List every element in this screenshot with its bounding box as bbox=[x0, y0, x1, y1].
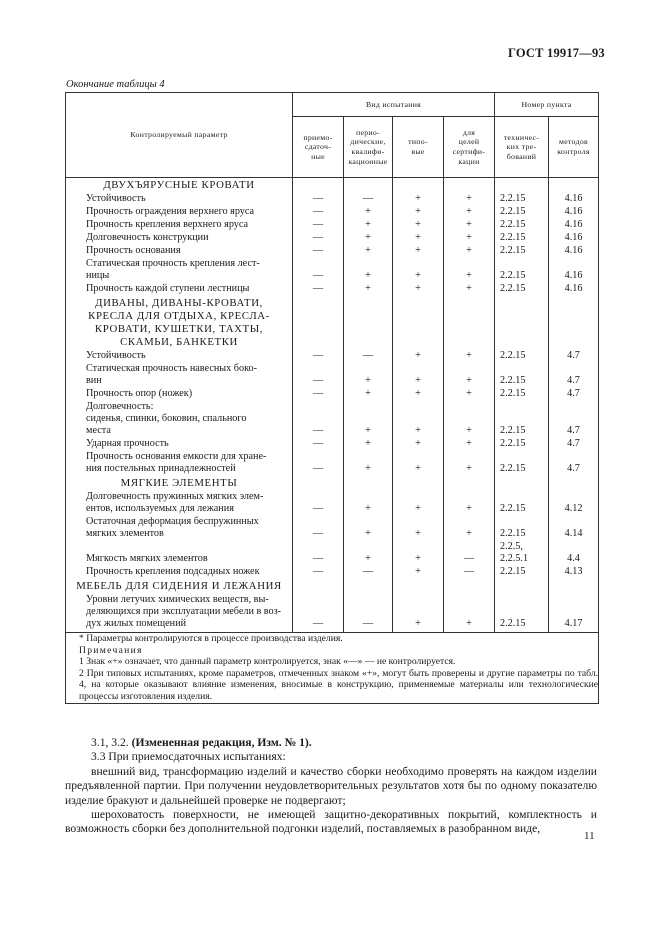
table-body bbox=[66, 178, 599, 633]
type-test-cell: + bbox=[393, 363, 444, 388]
tech-req-cell: 2.2.15 bbox=[495, 206, 549, 219]
empty-cell bbox=[293, 579, 344, 594]
empty-cell bbox=[495, 178, 549, 194]
empty-cell bbox=[444, 579, 495, 594]
acceptance-header: приемо- сдаточ- ные bbox=[293, 117, 344, 178]
empty-cell bbox=[495, 296, 549, 350]
certification-cell: + bbox=[444, 206, 495, 219]
certification-cell: + bbox=[444, 401, 495, 438]
acceptance-cell: — bbox=[293, 232, 344, 245]
certification-cell: + bbox=[444, 232, 495, 245]
table-row bbox=[66, 438, 599, 451]
tech-req-cell: 2.2.15 bbox=[495, 594, 549, 633]
empty-cell bbox=[293, 178, 344, 194]
acceptance-cell: — bbox=[293, 594, 344, 633]
param-cell: Устойчивость bbox=[66, 193, 293, 206]
method-cell: 4.16 bbox=[549, 219, 599, 232]
type-test-cell: + bbox=[393, 219, 444, 232]
method-cell: 4.4 bbox=[549, 541, 599, 566]
acceptance-cell: — bbox=[293, 350, 344, 363]
section-row bbox=[66, 178, 599, 194]
clause-number: 3.1, 3.2. bbox=[91, 736, 129, 749]
table-row bbox=[66, 245, 599, 258]
param-cell: Мягкость мягких элементов bbox=[66, 541, 293, 566]
method-cell: 4.12 bbox=[549, 491, 599, 516]
empty-cell bbox=[344, 296, 393, 350]
table-row bbox=[66, 193, 599, 206]
tech-req-header: техничес- ких тре- бований bbox=[495, 117, 549, 178]
tech-req-cell: 2.2.15 bbox=[495, 566, 549, 579]
point-number-header: Номер пункта bbox=[495, 93, 599, 117]
certification-cell: — bbox=[444, 541, 495, 566]
tech-req-cell: 2.2.15 bbox=[495, 232, 549, 245]
tech-req-cell: 2.2.15 bbox=[495, 193, 549, 206]
type-test-cell: + bbox=[393, 232, 444, 245]
certification-cell: + bbox=[444, 594, 495, 633]
method-cell: 4.7 bbox=[549, 350, 599, 363]
table-row bbox=[66, 350, 599, 363]
empty-cell bbox=[444, 296, 495, 350]
periodic-cell: + bbox=[344, 401, 393, 438]
tech-req-cell: 2.2.15 bbox=[495, 438, 549, 451]
acceptance-cell: — bbox=[293, 541, 344, 566]
type-test-cell: + bbox=[393, 388, 444, 401]
table-row bbox=[66, 206, 599, 219]
tech-req-cell: 2.2.15 bbox=[495, 283, 549, 296]
param-cell: Долговечность: сиденья, спинки, боковин, спального места bbox=[66, 401, 293, 438]
type-test-cell: + bbox=[393, 541, 444, 566]
acceptance-cell: — bbox=[293, 363, 344, 388]
table-row bbox=[66, 566, 599, 579]
section-title: ДВУХЪЯРУСНЫЕ КРОВАТИ bbox=[66, 178, 293, 194]
type-test-cell: + bbox=[393, 491, 444, 516]
param-cell: Прочность основания bbox=[66, 245, 293, 258]
param-cell: Прочность основания емкости для хране- ния постельных принадлежностей bbox=[66, 451, 293, 476]
param-cell: Устойчивость bbox=[66, 350, 293, 363]
amendment-note: (Измененная редакция, Изм. № 1). bbox=[131, 736, 312, 749]
empty-cell bbox=[444, 178, 495, 194]
paragraph-3-3: 3.3 При приемосдаточных испытаниях: bbox=[91, 750, 286, 764]
tech-req-cell: 2.2.15 bbox=[495, 451, 549, 476]
periodic-cell: + bbox=[344, 491, 393, 516]
method-cell: 4.16 bbox=[549, 193, 599, 206]
param-cell: Долговечность пружинных мягких элем- ентов, используемых для лежания bbox=[66, 491, 293, 516]
periodic-cell: + bbox=[344, 363, 393, 388]
param-cell: Статическая прочность навесных боко- вин bbox=[66, 363, 293, 388]
acceptance-cell: — bbox=[293, 491, 344, 516]
certification-cell: + bbox=[444, 388, 495, 401]
param-cell: Прочность крепления подсадных ножек bbox=[66, 566, 293, 579]
table-row bbox=[66, 401, 599, 438]
method-cell: 4.7 bbox=[549, 438, 599, 451]
type-test-cell: + bbox=[393, 350, 444, 363]
method-cell: 4.7 bbox=[549, 451, 599, 476]
periodic-cell: — bbox=[344, 566, 393, 579]
param-cell: Уровни летучих химических веществ, вы- деляющихся при эксплуатации мебели в воз- дух жилых помещений bbox=[66, 594, 293, 633]
param-cell: Ударная прочность bbox=[66, 438, 293, 451]
tech-req-cell: 2.2.15 bbox=[495, 401, 549, 438]
certification-cell: + bbox=[444, 245, 495, 258]
section-title: МЯГКИЕ ЭЛЕМЕНТЫ bbox=[66, 476, 293, 491]
periodic-cell: + bbox=[344, 541, 393, 566]
periodic-cell: + bbox=[344, 206, 393, 219]
acceptance-cell: — bbox=[293, 206, 344, 219]
empty-cell bbox=[549, 579, 599, 594]
paragraph-visual: внешний вид, трансформацию изделий и качество сборки необходимо проверять на каждом изделии предъявленной партии. При получении неудовлетворительных результатов хотя бы по одному показателю изделие бракуют и дальнейшей проверке не подвергают; bbox=[65, 764, 597, 807]
type-test-cell: + bbox=[393, 438, 444, 451]
param-cell: Прочность каждой ступени лестницы bbox=[66, 283, 293, 296]
table-row bbox=[66, 388, 599, 401]
periodic-cell: + bbox=[344, 451, 393, 476]
empty-cell bbox=[549, 296, 599, 350]
certification-cell: — bbox=[444, 566, 495, 579]
periodic-cell: + bbox=[344, 438, 393, 451]
periodic-cell: + bbox=[344, 219, 393, 232]
param-cell: Прочность крепления верхнего яруса bbox=[66, 219, 293, 232]
type-test-cell: + bbox=[393, 193, 444, 206]
empty-cell bbox=[393, 476, 444, 491]
method-cell: 4.16 bbox=[549, 206, 599, 219]
certification-cell: + bbox=[444, 451, 495, 476]
param-cell: Остаточная деформация беспружинных мягких элементов bbox=[66, 516, 293, 541]
method-cell: 4.13 bbox=[549, 566, 599, 579]
table-row bbox=[66, 219, 599, 232]
periodic-cell: + bbox=[344, 258, 393, 283]
empty-cell bbox=[293, 476, 344, 491]
certification-cell: + bbox=[444, 363, 495, 388]
certification-cell: + bbox=[444, 438, 495, 451]
asterisk-note: * Параметры контролируются в процессе производства изделия. bbox=[79, 633, 343, 644]
certification-cell: + bbox=[444, 193, 495, 206]
certification-cell: + bbox=[444, 516, 495, 541]
table-notes bbox=[66, 633, 599, 704]
periodic-cell: + bbox=[344, 232, 393, 245]
table-row bbox=[66, 594, 599, 633]
tech-req-cell: 2.2.15 bbox=[495, 350, 549, 363]
paragraph-roughness: шероховатость поверхности, не имеющей защитно-декоративных покрытий, комплектность и возможность сборки без дополнительной подгонки изделий, поставляемых в разобранном виде, bbox=[65, 808, 597, 836]
notes-heading: Примечания bbox=[79, 644, 143, 656]
tech-req-cell: 2.2.15 bbox=[495, 363, 549, 388]
method-cell: 4.14 bbox=[549, 516, 599, 541]
method-cell: 4.16 bbox=[549, 245, 599, 258]
acceptance-cell: — bbox=[293, 451, 344, 476]
section-title: МЕБЕЛЬ ДЛЯ СИДЕНИЯ И ЛЕЖАНИЯ bbox=[66, 579, 293, 594]
acceptance-cell: — bbox=[293, 219, 344, 232]
acceptance-cell: — bbox=[293, 283, 344, 296]
section-row bbox=[66, 579, 599, 594]
empty-cell bbox=[495, 476, 549, 491]
table-row bbox=[66, 451, 599, 476]
empty-cell bbox=[444, 476, 495, 491]
test-type-header: Вид испытания bbox=[293, 93, 495, 117]
empty-cell bbox=[549, 178, 599, 194]
periodic-cell: + bbox=[344, 388, 393, 401]
method-cell: 4.7 bbox=[549, 401, 599, 438]
tech-req-cell: 2.2.15 bbox=[495, 258, 549, 283]
table-row bbox=[66, 491, 599, 516]
type-test-cell: + bbox=[393, 401, 444, 438]
note-1: 1 Знак «+» означает, что данный параметр контролируется, знак «—» — не контролируется. bbox=[79, 656, 456, 668]
certification-header: для целей сертифи- кации bbox=[444, 117, 495, 178]
acceptance-cell: — bbox=[293, 438, 344, 451]
empty-cell bbox=[293, 296, 344, 350]
periodic-cell: — bbox=[344, 350, 393, 363]
type-test-cell: + bbox=[393, 206, 444, 219]
empty-cell bbox=[344, 476, 393, 491]
tech-req-cell: 2.2.15 bbox=[495, 245, 549, 258]
acceptance-cell: — bbox=[293, 388, 344, 401]
type-test-header: типо- вые bbox=[393, 117, 444, 178]
methods-header: методов контроля bbox=[549, 117, 599, 178]
empty-cell bbox=[393, 579, 444, 594]
param-cell: Долговечность конструкции bbox=[66, 232, 293, 245]
acceptance-cell: — bbox=[293, 401, 344, 438]
section-row bbox=[66, 296, 599, 350]
empty-cell bbox=[495, 579, 549, 594]
method-cell: 4.16 bbox=[549, 232, 599, 245]
acceptance-cell: — bbox=[293, 245, 344, 258]
type-test-cell: + bbox=[393, 451, 444, 476]
type-test-cell: + bbox=[393, 594, 444, 633]
type-test-cell: + bbox=[393, 566, 444, 579]
empty-cell bbox=[393, 296, 444, 350]
periodic-cell: + bbox=[344, 283, 393, 296]
empty-cell bbox=[549, 476, 599, 491]
table-row bbox=[66, 258, 599, 283]
type-test-cell: + bbox=[393, 283, 444, 296]
type-test-cell: + bbox=[393, 516, 444, 541]
page-number: 11 bbox=[584, 830, 595, 842]
method-cell: 4.7 bbox=[549, 388, 599, 401]
tech-req-cell: 2.2.15 bbox=[495, 388, 549, 401]
empty-cell bbox=[344, 579, 393, 594]
param-cell: Прочность опор (ножек) bbox=[66, 388, 293, 401]
test-table bbox=[65, 92, 599, 704]
param-cell: Прочность ограждения верхнего яруса bbox=[66, 206, 293, 219]
body-text bbox=[65, 736, 597, 837]
section-row bbox=[66, 476, 599, 491]
certification-cell: + bbox=[444, 258, 495, 283]
empty-cell bbox=[344, 178, 393, 194]
method-cell: 4.7 bbox=[549, 363, 599, 388]
certification-cell: + bbox=[444, 350, 495, 363]
empty-cell bbox=[393, 178, 444, 194]
periodic-cell: + bbox=[344, 245, 393, 258]
certification-cell: + bbox=[444, 491, 495, 516]
acceptance-cell: — bbox=[293, 516, 344, 541]
table-row bbox=[66, 232, 599, 245]
section-title: ДИВАНЫ, ДИВАНЫ-КРОВАТИ, КРЕСЛА ДЛЯ ОТДЫХА, КРЕСЛА-КРОВАТИ, КУШЕТКИ, ТАХТЫ, СКАМЬИ, БАНКЕТКИ bbox=[66, 296, 293, 350]
periodic-cell: — bbox=[344, 594, 393, 633]
certification-cell: + bbox=[444, 219, 495, 232]
periodic-cell: — bbox=[344, 193, 393, 206]
periodic-cell: + bbox=[344, 516, 393, 541]
param-cell: Статическая прочность крепления лест- ницы bbox=[66, 258, 293, 283]
table-row bbox=[66, 363, 599, 388]
tech-req-cell: 2.2.5, 2.2.5.1 bbox=[495, 541, 549, 566]
table-row bbox=[66, 283, 599, 296]
certification-cell: + bbox=[444, 283, 495, 296]
tech-req-cell: 2.2.15 bbox=[495, 516, 549, 541]
acceptance-cell: — bbox=[293, 193, 344, 206]
acceptance-cell: — bbox=[293, 566, 344, 579]
param-header: Контролируемый параметр bbox=[66, 93, 293, 178]
table-row bbox=[66, 516, 599, 541]
tech-req-cell: 2.2.15 bbox=[495, 491, 549, 516]
document-id: ГОСТ 19917—93 bbox=[508, 46, 605, 60]
note-2: 2 При типовых испытаниях, кроме параметров, отмеченных знаком «+», могут быть проверены и другие параметры по табл. 4, на которые оказывают влияние изменения, вносимые в конструкцию, применяемые материалы или технологические процессы изготовления изделия. bbox=[79, 667, 599, 702]
method-cell: 4.16 bbox=[549, 258, 599, 283]
table-row bbox=[66, 541, 599, 566]
paragraph-3-1 bbox=[65, 736, 597, 750]
method-cell: 4.17 bbox=[549, 594, 599, 633]
tech-req-cell: 2.2.15 bbox=[495, 219, 549, 232]
periodic-header: перио- дические, квалифи- кационные bbox=[344, 117, 393, 178]
acceptance-cell: — bbox=[293, 258, 344, 283]
type-test-cell: + bbox=[393, 258, 444, 283]
table-caption: Окончание таблицы 4 bbox=[66, 79, 165, 90]
method-cell: 4.16 bbox=[549, 283, 599, 296]
type-test-cell: + bbox=[393, 245, 444, 258]
